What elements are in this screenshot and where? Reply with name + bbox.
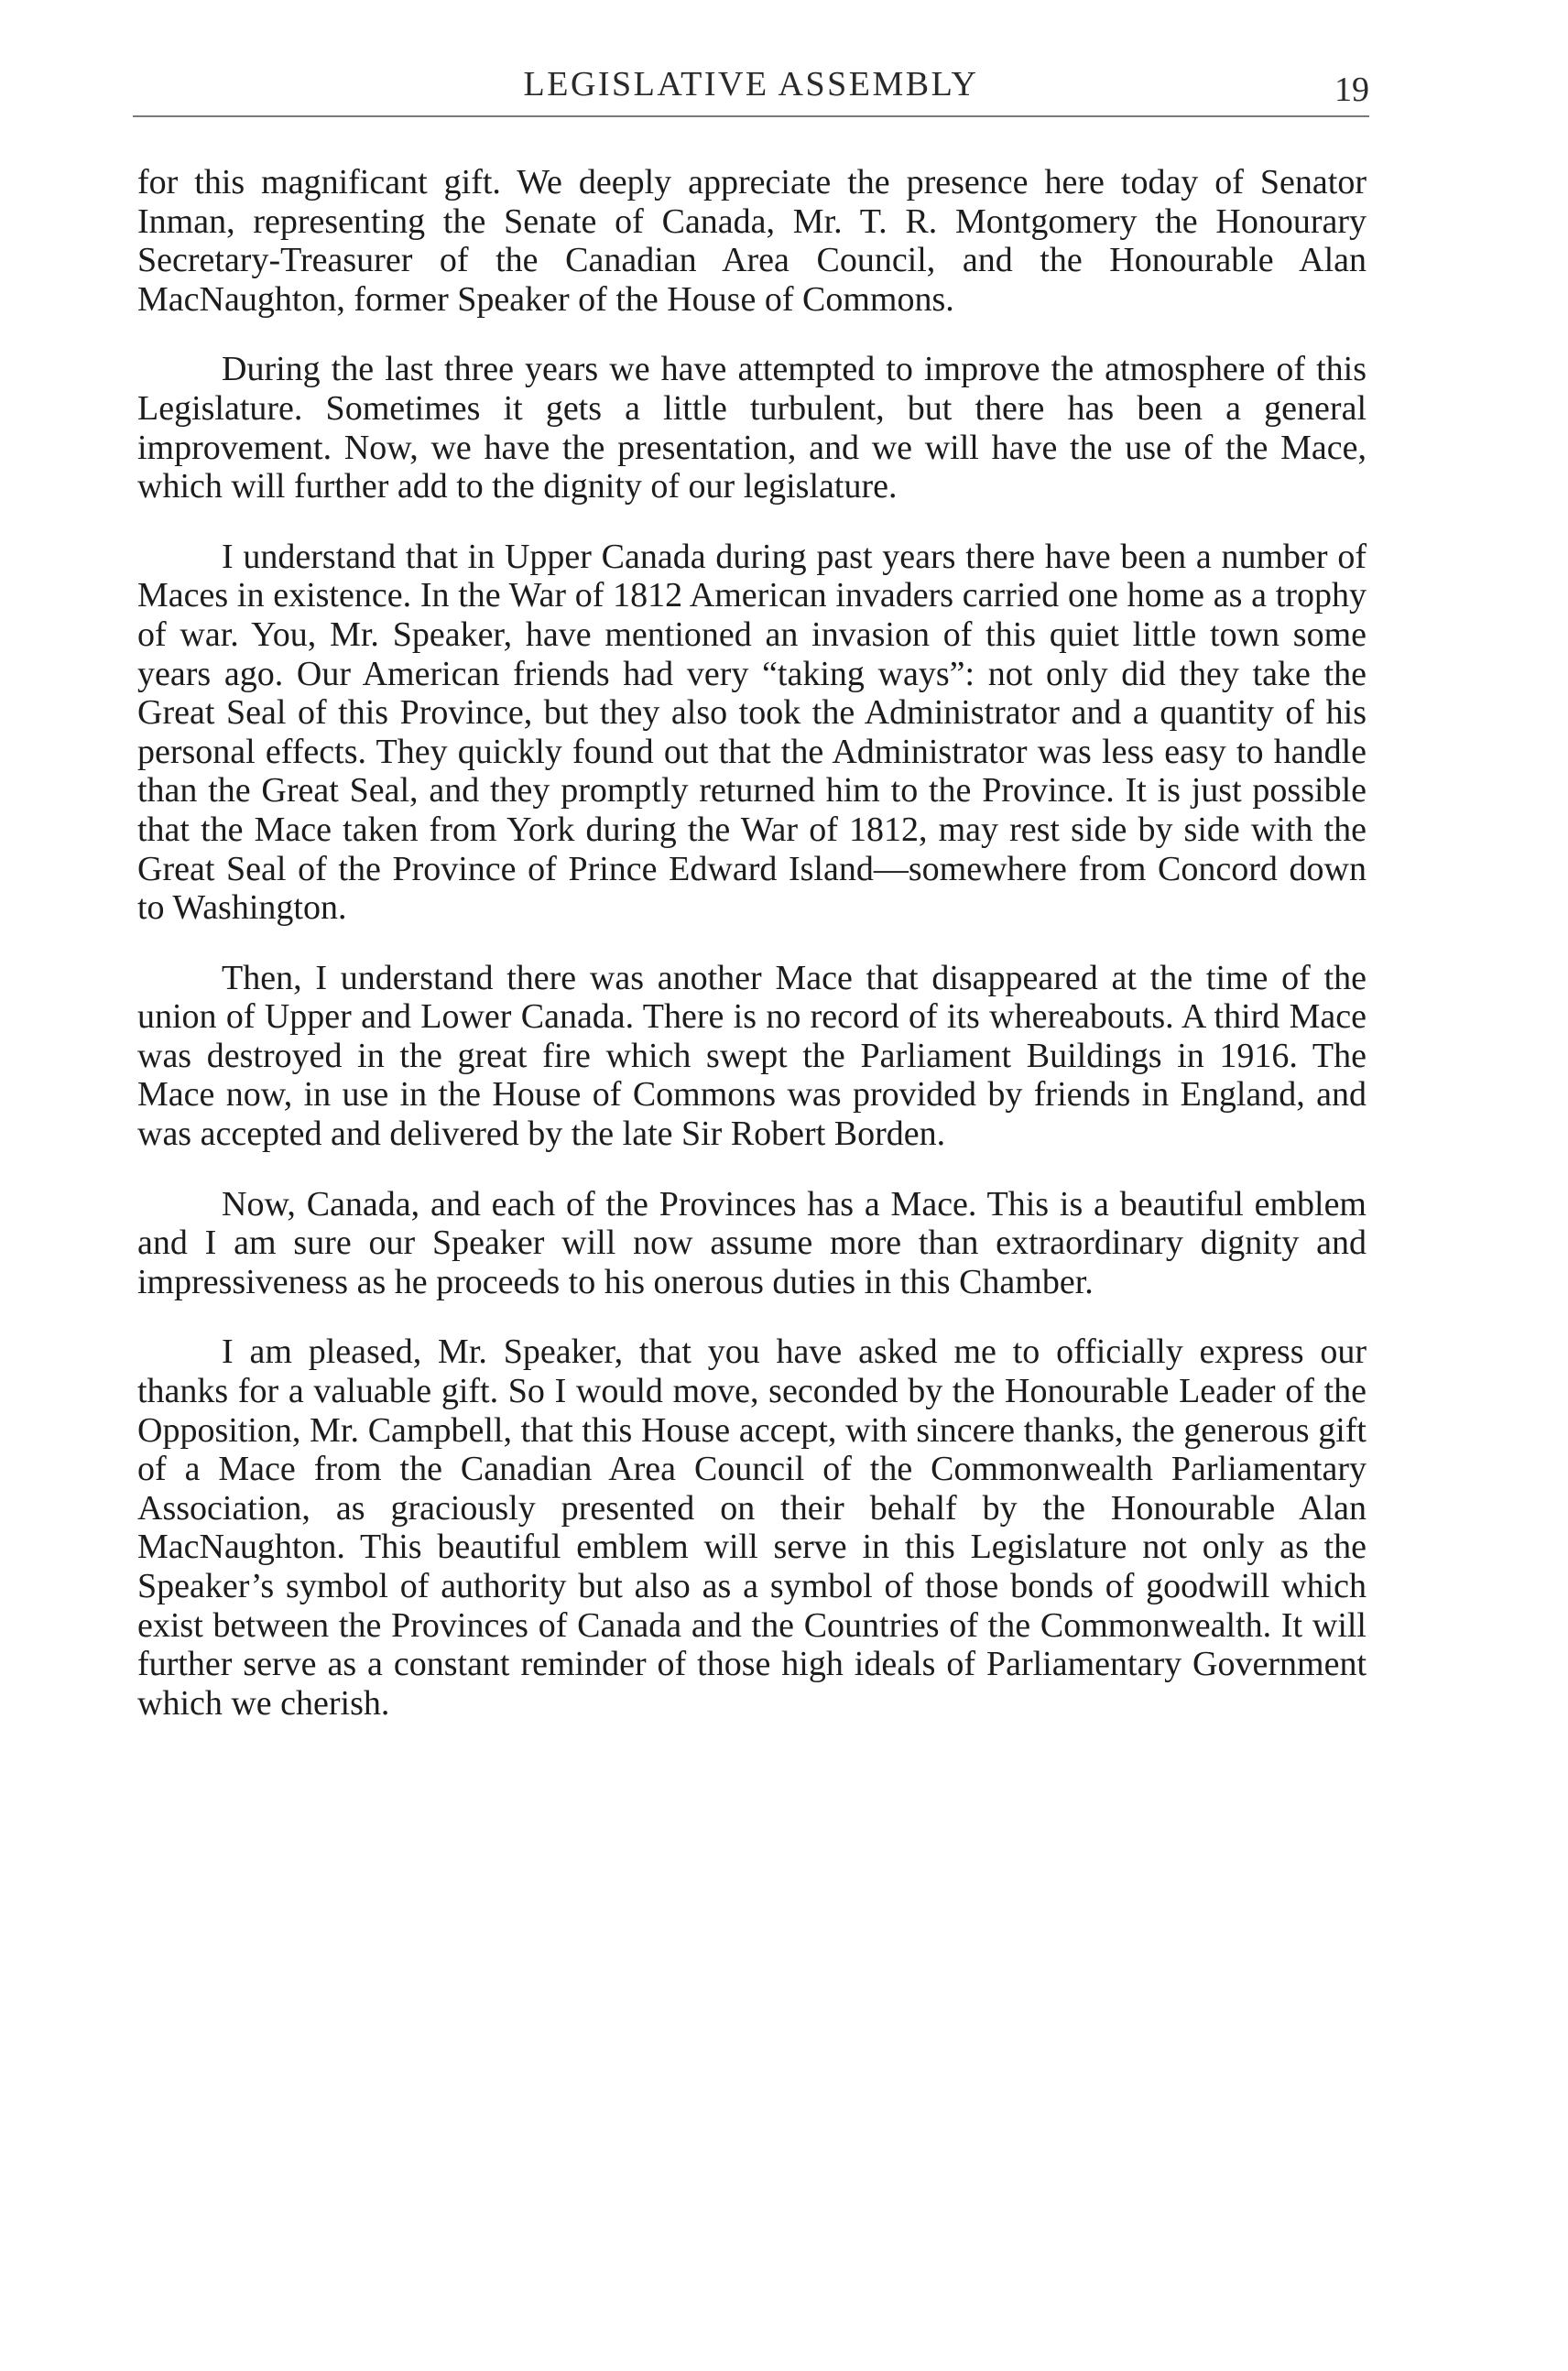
paragraph-continued: for this magnificant gift. We deeply appreciate the presence here today of Senator Inman, representing the Senate of Canada, Mr. T. R. Montgomery the Honourary Secretary-Treasurer of the Canadian Area Council, and the Honourable Alan MacNaughton, former Speaker of the House of Commons. <box>137 163 1367 319</box>
paragraph: Now, Canada, and each of the Provinces has a Mace. This is a beautiful emblem and I am sure our Speaker will now assume more than extraordinary dignity and impressiveness as he proceeds to his onerous duties in this Chamber. <box>137 1184 1367 1301</box>
header-rule <box>133 115 1369 117</box>
paragraph: Then, I understand there was another Mace that disappeared at the time of the union of Upper and Lower Canada. There is no record of its whereabouts. A third Mace was destroyed in the great fire which swept the Parliament Buildings in 1916. The Mace now, in use in the House of Commons was provided by friends in England, and was accepted and delivered by the late Sir Robert Borden. <box>137 958 1367 1154</box>
page-number: 19 <box>1334 71 1369 109</box>
paragraph: During the last three years we have attempted to improve the atmosphere of this Legislature. Sometimes it gets a little turbulent, but there has been a general improvement. Now, we have the presentation, and we will have the use of the Mace, which will further add to the dignity of our legislature. <box>137 350 1367 506</box>
paragraph: I understand that in Upper Canada during past years there have been a number of Maces in existence. In the War of 1812 American invaders carried one home as a trophy of war. You, Mr. Speaker, have mentioned an invasion of this quiet little town some years ago. Our American friends had very “taking ways”: not only did they take the Great Seal of this Province, but they also took the Administrator and a quantity of his personal effects. They quickly found out that the Administrator was less easy to handle than the Great Seal, and they promptly returned him to the Province. It is just possible that the Mace taken from York during the War of 1812, may rest side by side with the Great Seal of the Province of Prince Edward Island—somewhere from Concord down to Washington. <box>137 537 1367 928</box>
running-title: LEGISLATIVE ASSEMBLY <box>523 65 979 103</box>
running-header <box>133 64 1369 119</box>
paragraph: I am pleased, Mr. Speaker, that you have asked me to officially express our thanks for a valuable gift. So I would move, seconded by the Honourable Leader of the Opposition, Mr. Campbell, that this House accept, with sincere thanks, the generous gift of a Mace from the Canadian Area Council of the Commonwealth Parliamentary Association, as graciously presented on their behalf by the Honourable Alan MacNaughton. This beautiful emblem will serve in this Legislature not only as the Speaker’s symbol of authority but also as a symbol of those bonds of goodwill which exist between the Provinces of Canada and the Countries of the Commonwealth. It will further serve as a constant reminder of those high ideals of Parliamentary Government which we cherish. <box>137 1332 1367 1723</box>
body-text <box>137 163 1367 1723</box>
